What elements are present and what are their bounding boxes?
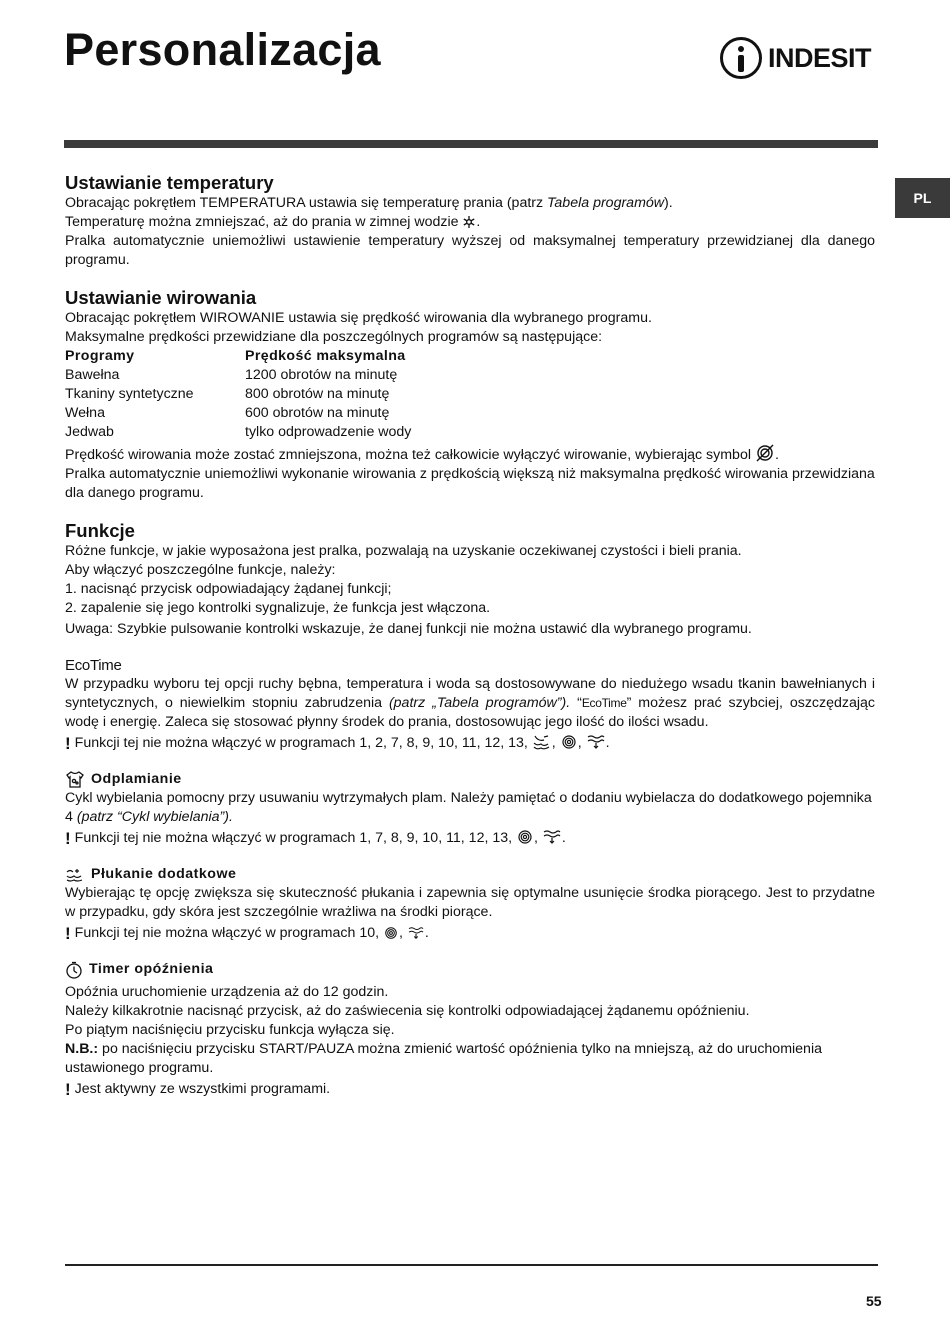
hand-wash-icon [532,734,552,750]
ecotime-p-text-2: ” możesz prać szybciej, oszczędzając wodę i energię. Zaleca się stosować płynny środek do prania, dostosowując jego ilość do ilości wsadu. [65,695,876,730]
warning-icon: ! [65,1080,71,1099]
stain-warning-programs: Funkcji tej nie można włączyć w programach 1, 7, 8, 9, 10, 11, 12, 13, [74,830,517,846]
spin-heading: Ustawianie wirowania [65,287,257,308]
page-number: 55 [866,1293,882,1309]
footer-divider [65,1264,878,1266]
rinse-heading: Płukanie dodatkowe [91,866,237,882]
language-tab: PL [895,178,950,218]
spin-table [65,347,875,442]
ecotime-p-ref: (patrz „Tabela programów”). [388,695,571,711]
warning-icon: ! [65,829,71,848]
spin-table-cell: 800 obrotów na minutę [245,386,390,402]
temperature-p3: Pralka automatycznie uniemożliwi ustawienie temperatury wyższej od maksymalnej temperatury przewidzianej dla danego programu. [65,233,875,268]
spin-p4: Pralka automatycznie uniemożliwi wykonanie wirowania z prędkością większą niż maksymalna prędkość wirowania przewidziana dla danego programu. [65,466,875,501]
header-divider [64,140,878,148]
functions-step-2: 2. zapalenie się jego kontrolki sygnalizuje, że funkcja jest włączona. [65,600,491,616]
warning-icon: ! [65,734,71,753]
spin-section [65,287,875,503]
rinse-warning-text [75,924,429,943]
separator: , [577,735,586,751]
ecotime-inline-label: EcoTime [581,696,627,710]
indesit-logo [720,36,880,80]
timer-heading-row [65,960,875,979]
functions-step-1: 1. nacisnąć przycisk odpowiadający żądanej funkcji; [65,581,392,597]
timer-warning [65,1080,875,1099]
temperature-p1-end: ). [664,195,673,211]
temperature-p1-ref: Tabela programów [547,195,665,211]
rinse-icon [65,867,85,882]
functions-heading: Funkcje [65,520,135,541]
warning-end: . [561,830,566,846]
spin-table-cell: tylko odprowadzenie wody [245,424,412,440]
timer-nb-label: N.B.: [65,1041,99,1057]
main-content [65,172,875,1099]
no-spin-icon [755,444,775,462]
rinse-section [65,865,875,943]
temperature-p2-end: . [476,214,481,230]
temperature-heading: Ustawianie temperatury [65,172,274,193]
timer-nb [65,1040,875,1078]
timer-warning-text: Jest aktywny ze wszystkimi programami. [74,1081,331,1097]
page-title: Personalizacja [64,24,381,75]
snowflake-icon [462,215,476,229]
separator: , [534,830,542,846]
timer-heading: Timer opóźnienia [89,961,214,977]
ecotime-p [65,675,875,732]
indesit-logo-icon [720,37,762,79]
temperature-p2-text: Temperaturę można zmniejszać, aż do prania w zimnej wodzie [65,214,463,230]
temperature-p2 [65,213,875,232]
ecotime-warning-text [75,734,610,753]
silk-icon [586,734,606,750]
rinse-p: Wybierając tę opcję zwiększa się skuteczność płukania i zapewnia się optymalne usunięcie środka piorącego. Jest to przydatne w przypadku, gdy skóra jest szczególnie wrażliwa na środki piorące. [65,885,875,920]
stain-section [65,770,875,848]
silk-icon [407,926,425,940]
functions-note: Uwaga: Szybkie pulsowanie kontrolki wskazuje, że danej funkcji nie można ustawić dla wybranego programu. [65,621,752,637]
separator: , [398,925,407,941]
spin-table-cell: Wełna [65,405,105,421]
silk-icon [542,829,562,845]
stain-p-text: Cykl wybielania pomocny przy usuwaniu wytrzymałych plam. Należy pamiętać o dodaniu wybielacza do dodatkowego pojemnika 4 [65,790,872,825]
stain-shirt-icon [65,770,85,789]
spin-table-cell: Bawełna [65,367,120,383]
ecotime-p-text: W przypadku wyboru tej opcji ruchy bębna, temperatura i woda są dostosowywane do niedużego wsadu tkanin bawełnianych i syntetycznych, o niewielkim stopniu zabrudzenia [65,676,875,711]
rinse-warning-programs: Funkcji tej nie można włączyć w programach 10, [74,925,383,941]
timer-p1: Opóźnia uruchomienie urządzenia aż do 12 godzin. [65,984,389,1000]
wool-spiral-icon [516,829,534,845]
warning-end: . [424,925,429,941]
spin-table-cell: 1200 obrotów na minutę [245,367,398,383]
brand-name: INDESIT [768,42,872,73]
timer-p3: Po piątym naciśnięciu przycisku funkcja wyłącza się. [65,1022,395,1038]
ecotime-quote-open: “ [570,695,582,711]
ecotime-warning-programs: Funkcji tej nie można włączyć w programach 1, 2, 7, 8, 9, 10, 11, 12, 13, [74,735,532,751]
spin-table-cell: Tkaniny syntetyczne [65,386,194,402]
spin-table-cell: 600 obrotów na minutę [245,405,390,421]
ecotime-label: EcoTime [65,657,122,674]
stain-p-ref: (patrz “Cykl wybielania”). [76,809,233,825]
functions-p2: Aby włączyć poszczególne funkcje, należy: [65,562,336,578]
spin-p1: Obracając pokrętłem WIROWANIE ustawia się prędkość wirowania dla wybranego programu. [65,310,652,326]
spin-p3-text: Prędkość wirowania może zostać zmniejszona, można też całkowicie wyłączyć wirowanie, wybierając symbol [65,447,755,463]
temperature-p1-text: Obracając pokrętłem TEMPERATURA ustawia się temperaturę prania (patrz [65,195,548,211]
timer-nb-text: po naciśnięciu przycisku START/PAUZA można zmienić wartość opóźnienia tylko na mniejszą, aż do uruchomienia ustawionego programu. [65,1041,822,1076]
stain-heading: Odplamianie [91,771,182,787]
functions-p1: Różne funkcje, w jakie wyposażona jest pralka, pozwalają na uzyskanie oczekiwanej czystości i bieli prania. [65,543,742,559]
spin-p2: Maksymalne prędkości przewidziane dla poszczególnych programów są następujące: [65,329,603,345]
warning-end: . [605,735,610,751]
stain-warning-text [75,829,566,848]
rinse-warning [65,924,875,943]
ecotime-section [65,656,875,753]
spin-table-header-speed: Prędkość maksymalna [245,348,406,364]
timer-icon [65,961,83,979]
stain-heading-row [65,770,875,789]
warning-icon: ! [65,924,71,943]
stain-warning [65,829,875,848]
wool-spiral-icon [560,734,578,750]
ecotime-warning [65,734,875,753]
timer-p2: Należy kilkakrotnie nacisnąć przycisk, aż do zaświecenia się kontrolki odpowiadającej żądanemu opóźnieniu. [65,1003,750,1019]
spin-table-header-program: Programy [65,348,135,364]
spin-p3 [65,444,875,465]
wool-spiral-icon [383,926,399,940]
separator: , [551,735,560,751]
temperature-section [65,172,875,270]
stain-p [65,789,875,827]
rinse-heading-row [65,865,875,884]
timer-section [65,960,875,1099]
spin-p3-end: . [774,447,779,463]
temperature-p1 [65,194,875,213]
functions-section [65,520,875,639]
spin-table-cell: Jedwab [65,424,114,440]
